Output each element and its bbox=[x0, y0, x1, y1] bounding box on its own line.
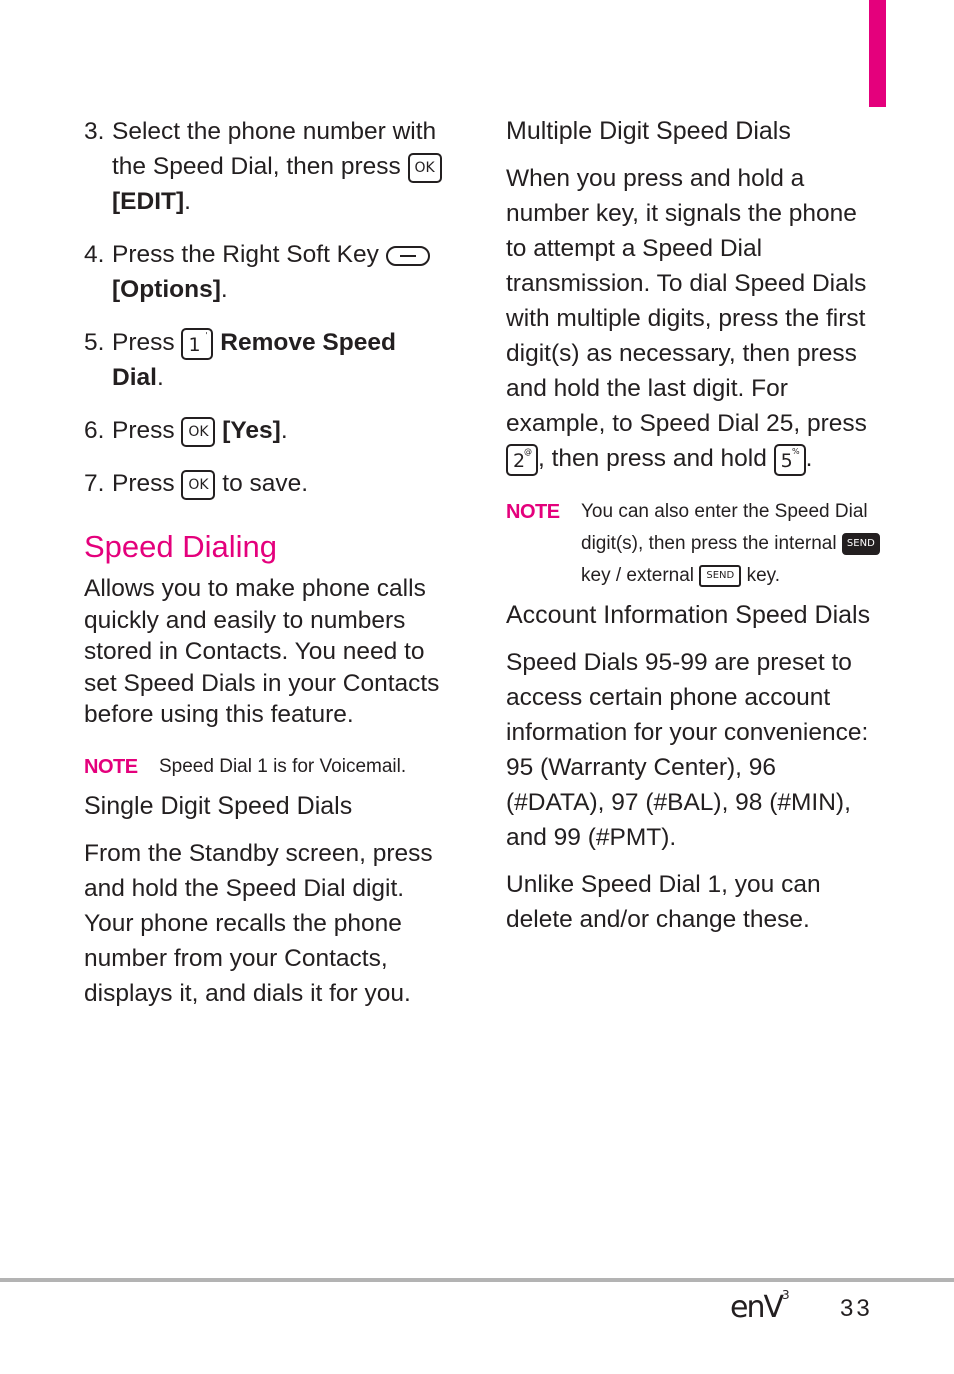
page-number: 33 bbox=[840, 1295, 873, 1322]
account-info-text-2: Unlike Speed Dial 1, you can delete and/or change these. bbox=[506, 871, 821, 933]
speed-dialing-heading: Speed Dialing bbox=[84, 529, 278, 564]
step-5: 5. Press 1 ' Remove Speed Dial. bbox=[84, 325, 454, 395]
ok-key-icon: OK bbox=[181, 470, 215, 500]
step-number: 6. bbox=[84, 417, 105, 444]
number-5-key-icon: 5 % bbox=[774, 444, 806, 476]
right-soft-key-icon bbox=[386, 246, 430, 266]
note-label: NOTE bbox=[84, 755, 138, 778]
step-text: Press the Right Soft Key bbox=[112, 241, 379, 268]
number-2-key-icon: 2 @ bbox=[506, 444, 538, 476]
footer-divider bbox=[0, 1278, 954, 1282]
step-text: Press bbox=[112, 470, 175, 497]
env3-logo: enV$^3$ bbox=[730, 1288, 790, 1325]
step-4: 4. Press the Right Soft Key [Options]. bbox=[84, 237, 454, 307]
account-info-heading: Account Information Speed Dials bbox=[506, 601, 871, 629]
single-digit-heading: Single Digit Speed Dials bbox=[84, 791, 353, 820]
multiple-digit-heading: Multiple Digit Speed Dials bbox=[506, 117, 791, 145]
ok-key-icon: OK bbox=[408, 153, 442, 183]
step-bold-label: [Yes] bbox=[222, 417, 281, 444]
step-bold-label: [Options] bbox=[112, 276, 221, 303]
step-text: Select the phone number with the Speed Dial, then press bbox=[112, 118, 437, 180]
note-text: Speed Dial 1 is for Voicemail. bbox=[159, 755, 407, 777]
step-number: 4. bbox=[84, 241, 105, 268]
number-1-key-icon: 1 ' bbox=[181, 328, 213, 360]
step-bold-label: [EDIT] bbox=[112, 188, 185, 215]
step-number: 3. bbox=[84, 118, 105, 145]
send-key-note: NOTE You can also enter the Speed Dial digit(s), then press the internal SEND key / external SEND key. bbox=[506, 496, 881, 592]
ok-key-icon: OK bbox=[181, 417, 215, 447]
internal-send-key-icon: SEND bbox=[842, 533, 880, 555]
step-text: Press bbox=[112, 329, 175, 356]
voicemail-note bbox=[84, 751, 454, 783]
account-info-text: Speed Dials 95-99 are preset to access certain phone account information for your convenience: 95 (Warranty Center), 96 (#DATA), 97 (#BAL), 98 (#MIN), and 99 (#PMT). bbox=[506, 649, 869, 851]
step-6: 6. Press OK [Yes]. bbox=[84, 413, 454, 448]
speed-dialing-intro: Allows you to make phone calls quickly and easily to numbers stored in Contacts. You need to set Speed Dials in your Contacts before using this feature. bbox=[84, 575, 440, 728]
note-label: NOTE bbox=[506, 501, 560, 523]
left-column bbox=[84, 114, 454, 1011]
step-text: Press bbox=[112, 417, 175, 444]
external-send-key-icon: SEND bbox=[699, 565, 741, 587]
single-digit-text: From the Standby screen, press and hold the Speed Dial digit. Your phone recalls the phone number from your Contacts, displays it, and dials it for you. bbox=[84, 839, 433, 1007]
step-number: 7. bbox=[84, 470, 105, 497]
step-7: 7. Press OK to save. bbox=[84, 466, 454, 501]
step-3: 3. Select the phone number with the Speed Dial, then press OK [EDIT]. bbox=[84, 114, 454, 219]
right-column bbox=[506, 114, 876, 937]
section-tab-marker bbox=[869, 0, 886, 107]
multiple-digit-text: When you press and hold a number key, it signals the phone to attempt a Speed Dial transmission. To dial Speed Dials with multiple digits, press the first digit(s) as necessary, then press and hold the last digit. For example, to Speed Dial 25, press 2 @ , then press and hold 5 % . bbox=[506, 161, 876, 476]
step-number: 5. bbox=[84, 329, 105, 356]
step-bold-label: Remove Speed Dial bbox=[112, 329, 396, 391]
